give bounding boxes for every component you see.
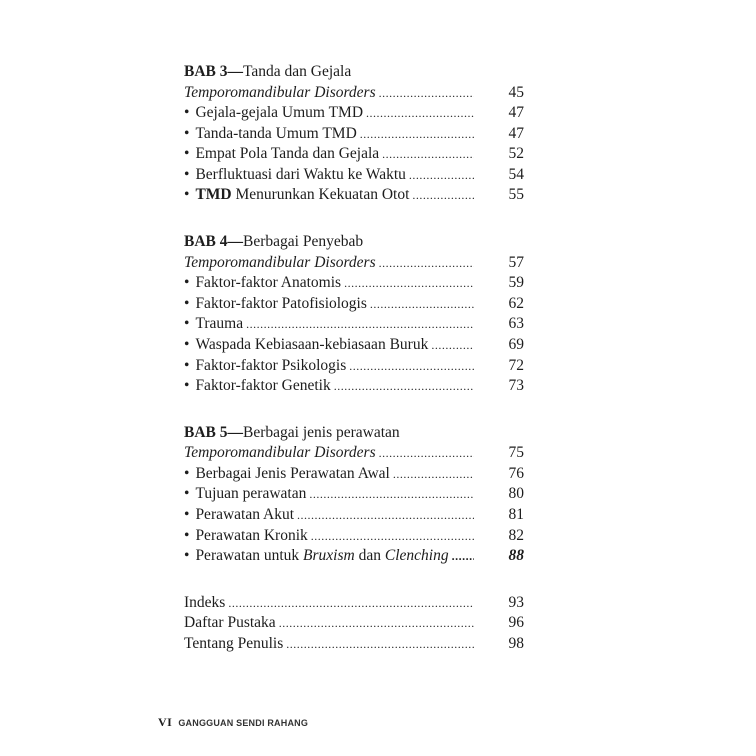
page-number: 76: [508, 464, 524, 482]
toc-entry: [184, 253, 524, 274]
table-of-contents: [184, 62, 524, 681]
bullet: •: [184, 294, 190, 312]
bullet: •: [184, 377, 190, 395]
chapter-number: BAB 3—: [184, 63, 243, 80]
running-title: GANGGUAN SENDI RAHANG: [178, 718, 309, 728]
toc-entry: [184, 335, 524, 356]
toc-entry: [184, 526, 524, 547]
leader-dots: [228, 593, 474, 614]
bullet: •: [184, 186, 190, 204]
chapter-5: [184, 423, 524, 567]
entry-label: Perawatan Akut: [195, 506, 295, 523]
leader-dots: [366, 103, 474, 124]
page-number: 55: [508, 186, 524, 204]
toc-entry: [184, 376, 524, 397]
page-number: 81: [508, 506, 524, 523]
leader-dots: [431, 335, 474, 356]
bullet: •: [184, 124, 190, 142]
entry-label: Perawatan Kronik: [195, 526, 308, 544]
entry-label: Indeks: [184, 593, 226, 611]
leader-dots: [344, 273, 474, 294]
toc-entry: [184, 546, 524, 567]
toc-entry: [184, 613, 524, 634]
page-number: 59: [508, 274, 524, 292]
chapter-title: [184, 62, 524, 83]
page-number: 96: [508, 614, 524, 632]
toc-entry: [184, 124, 524, 145]
page-number: 75: [508, 444, 524, 462]
entry-label: Menurunkan Kekuatan Otot: [231, 186, 410, 204]
bullet: •: [184, 165, 190, 183]
leader-dots: [379, 83, 474, 104]
bullet: •: [184, 506, 190, 523]
entry-label: Trauma: [195, 315, 244, 333]
page-number: 45: [508, 83, 524, 101]
bullet: •: [184, 274, 190, 292]
bullet: •: [184, 335, 190, 353]
toc-entry: [184, 273, 524, 294]
chapter-title: [184, 423, 524, 444]
toc-entry: [184, 185, 524, 206]
chapter-number: BAB 4—: [184, 233, 243, 251]
toc-entry: [184, 634, 524, 655]
chapter-4: [184, 232, 524, 397]
chapter-number: BAB 5—: [184, 423, 243, 441]
leader-dots: [311, 526, 474, 547]
bullet: •: [184, 464, 190, 482]
leader-dots: [382, 144, 474, 165]
page-number: 80: [508, 485, 524, 503]
leader-dots: [412, 185, 474, 206]
entry-label: Tujuan perawatan: [195, 485, 307, 503]
leader-dots: [393, 464, 474, 485]
leader-dots: [334, 376, 474, 397]
chapter-subtitle: Temporomandibular Disorders: [184, 83, 376, 101]
leader-dots: [370, 294, 474, 315]
bullet: •: [184, 104, 190, 122]
toc-entry: [184, 484, 524, 505]
page-footer: [158, 715, 308, 730]
bullet: •: [184, 547, 190, 565]
back-matter: [184, 593, 524, 655]
page-number: 93: [508, 593, 524, 611]
chapter-title: [184, 232, 524, 253]
bullet: •: [184, 485, 190, 503]
page-number: 57: [508, 253, 524, 271]
leader-dots: [246, 314, 474, 335]
toc-entry: [184, 593, 524, 614]
toc-entry: [184, 356, 524, 377]
entry-label: dan: [354, 547, 385, 565]
toc-entry: [184, 294, 524, 315]
leader-dots: [279, 613, 474, 634]
page-number: 47: [508, 104, 524, 122]
chapter-title-text: Berbagai jenis perawatan: [243, 423, 400, 441]
toc-entry: [184, 165, 524, 186]
leader-dots: [379, 253, 474, 274]
page-number: 88: [508, 547, 524, 565]
page-number: 52: [508, 145, 524, 163]
chapter-subtitle: Temporomandibular Disorders: [184, 253, 376, 271]
entry-label-bold: TMD: [195, 186, 232, 204]
leader-dots: [452, 546, 474, 567]
bullet: •: [184, 145, 190, 163]
entry-label: Berbagai Jenis Perawatan Awal: [195, 464, 390, 482]
entry-label: Faktor-faktor Patofisiologis: [195, 294, 367, 312]
bullet: •: [184, 356, 190, 374]
page-number: 62: [508, 294, 524, 312]
leader-dots: [349, 356, 474, 377]
entry-label: Perawatan untuk: [195, 547, 304, 565]
entry-label: Faktor-faktor Psikologis: [195, 356, 347, 374]
toc-entry: [184, 83, 524, 104]
bullet: •: [184, 315, 190, 333]
toc-entry: [184, 144, 524, 165]
page-number: 98: [508, 634, 524, 652]
toc-entry: [184, 505, 524, 526]
page-number: 47: [508, 124, 524, 142]
leader-dots: [297, 505, 474, 526]
bullet: •: [184, 526, 190, 544]
entry-label: Faktor-faktor Genetik: [195, 377, 331, 395]
page-number: 54: [508, 165, 524, 183]
chapter-3: [184, 62, 524, 206]
entry-label: Empat Pola Tanda dan Gejala: [195, 145, 380, 163]
toc-entry: [184, 464, 524, 485]
leader-dots: [360, 124, 474, 145]
page-number: 73: [508, 377, 524, 395]
entry-label: Tanda-tanda Umum TMD: [195, 124, 357, 142]
footer-page-number: VI: [158, 715, 173, 729]
leader-dots: [286, 634, 474, 655]
entry-label: Waspada Kebiasaan-kebiasaan Buruk: [195, 335, 429, 353]
chapter-subtitle: Temporomandibular Disorders: [184, 444, 376, 462]
page-number: 72: [508, 356, 524, 374]
leader-dots: [309, 484, 474, 505]
page-number: 63: [508, 315, 524, 333]
entry-label: Tentang Penulis: [184, 634, 284, 652]
page-number: 69: [508, 335, 524, 353]
entry-label-italic: Clenching: [384, 547, 449, 565]
chapter-title-text: Berbagai Penyebab: [243, 233, 364, 251]
leader-dots: [409, 165, 474, 186]
entry-label: Faktor-faktor Anatomis: [195, 274, 342, 292]
toc-entry: [184, 314, 524, 335]
entry-label-italic: Bruxism: [303, 547, 355, 565]
toc-entry: [184, 103, 524, 124]
leader-dots: [379, 443, 474, 464]
page-number: 82: [508, 526, 524, 544]
entry-label: Berfluktuasi dari Waktu ke Waktu: [195, 165, 406, 183]
toc-entry: [184, 443, 524, 464]
entry-label: Daftar Pustaka: [184, 614, 276, 632]
entry-label: Gejala-gejala Umum TMD: [195, 104, 364, 122]
chapter-title-text: Tanda dan Gejala: [243, 63, 352, 80]
